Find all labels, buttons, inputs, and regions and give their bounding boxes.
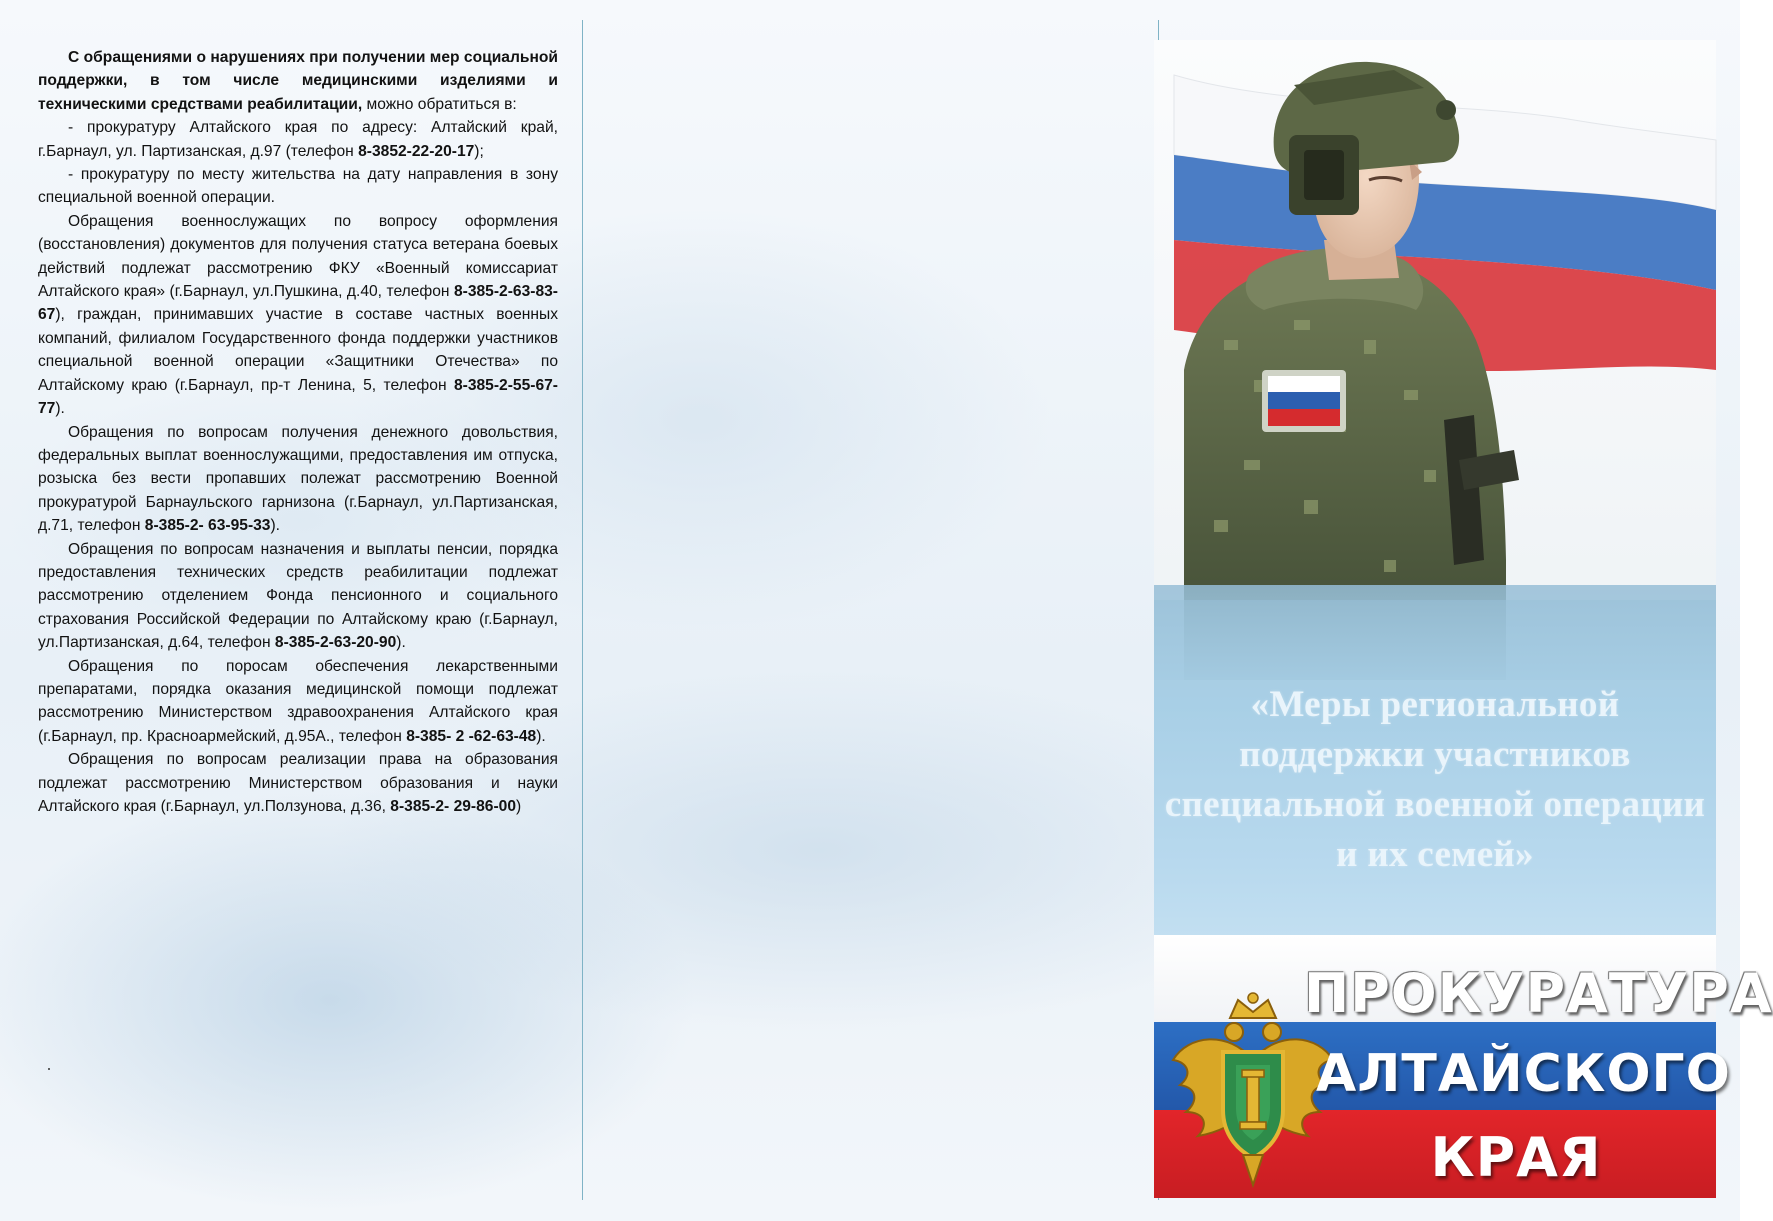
org-name-line3: КРАЯ: [1430, 1126, 1602, 1189]
intro-bold: С обращениями о нарушениях при получении мер социальной поддержки, в том числе медицинскими изделиями и техническими средствами реабилитации,: [38, 49, 558, 113]
soldier-illustration: [1154, 40, 1716, 680]
paragraph-pension: [38, 538, 558, 655]
paragraph-text: Обращения по вопросам назначения и выплаты пенсии, порядка предоставления технических средств реабилитации подлежат рассмотрению отделением Фонда пенсионного и социального страхования Российской Федерации по Алтайскому краю (г.Барнаул, ул.Партизанская, д.64, телефон: [38, 540, 558, 652]
phone-number: 8-385-2-63-83-67: [38, 283, 558, 324]
org-name-line2: АЛТАЙСКОГО: [1316, 1044, 1731, 1104]
phone-number: 8-385-2- 63-95-33: [144, 517, 271, 535]
phone-number: 8-385-2- 29-86-00: [390, 798, 516, 815]
paragraph-text: Обращения по вопросам получения денежного довольствия, федеральных выплат военнослужащими, предоставления им отпуска, розыска без вести пропавших полежат рассмотрению Военной прокуратурой Барнаульского гарнизона (г.Барнаул, ул.Партизанская, д.71, телефон: [38, 423, 558, 535]
fold-line-left: [582, 20, 583, 1200]
intro-paragraph: [38, 46, 558, 116]
paragraph-text: Обращения по поросам обеспечения лекарственными препаратами, порядка оказания медицинской помощи подлежат рассмотрению Министерством здравоохранения Алтайского края (г.Барнаул, пр. Красноармейский, д.95А., телефон: [38, 657, 558, 745]
phone-number: 8-385-2-63-20-90: [274, 634, 397, 652]
phone-number: 8-385- 2 -62-63-48: [406, 727, 537, 745]
contacts-panel: [38, 46, 558, 818]
contact-item-prosecutor: [38, 116, 558, 163]
punct: ): [516, 798, 522, 815]
contact-item-text: - прокуратуру Алтайского края по адресу: Алтайский край, г.Барнаул, ул. Партизанская, д.97 (телефон: [38, 119, 558, 160]
shoulder-flag-patch: [1262, 370, 1346, 432]
paragraph-medicine: [38, 655, 558, 749]
paragraph-text: Обращения военнослужащих по вопросу оформления (восстановления) документов для получения статуса ветерана боевых действий подлежат рассмотрению ФКУ «Военный комиссариат Алтайского края» (г.Барнаул, ул.Пушкина, д.40, телефон: [38, 212, 558, 301]
punct: ).: [536, 727, 546, 745]
scan-speck: [48, 1068, 50, 1070]
paragraph-text: ), граждан, принимавших участие в составе частных военных компаний, филиалом Государственного фонда поддержки участников специальной военной операции «Защитники Отечества» по Алтайскому краю (г.Барнаул, пр-т Ленина, 5, телефон: [38, 306, 558, 394]
punct: ).: [55, 400, 65, 418]
phone-number: 8-3852-22-20-17: [358, 142, 475, 160]
paragraph-veteran-status: [38, 210, 558, 421]
paragraph-text: Обращения по вопросам реализации права на образования подлежат рассмотрению Министерством образования и науки Алтайского края (г.Барнаул, ул.Ползунова, д.36,: [38, 751, 558, 815]
brochure-title: «Меры региональной поддержки участников специальной военной операции и их семей»: [1164, 684, 1706, 875]
paragraph-education: [38, 748, 558, 818]
cover-panel: [1154, 40, 1773, 1198]
punct: );: [474, 142, 484, 160]
org-name-line1: ПРОКУРАТУРА: [1304, 962, 1773, 1025]
punct: ).: [270, 517, 281, 535]
contact-item-local-prosecutor: - прокуратуру по месту жительства на дату направления в зону специальной военной операции.: [38, 166, 558, 207]
paragraph-allowance: [38, 421, 558, 538]
punct: ).: [396, 634, 406, 652]
intro-tail: можно обратиться в:: [366, 95, 517, 113]
phone-number: 8-385-2-55-67-77: [38, 376, 558, 418]
